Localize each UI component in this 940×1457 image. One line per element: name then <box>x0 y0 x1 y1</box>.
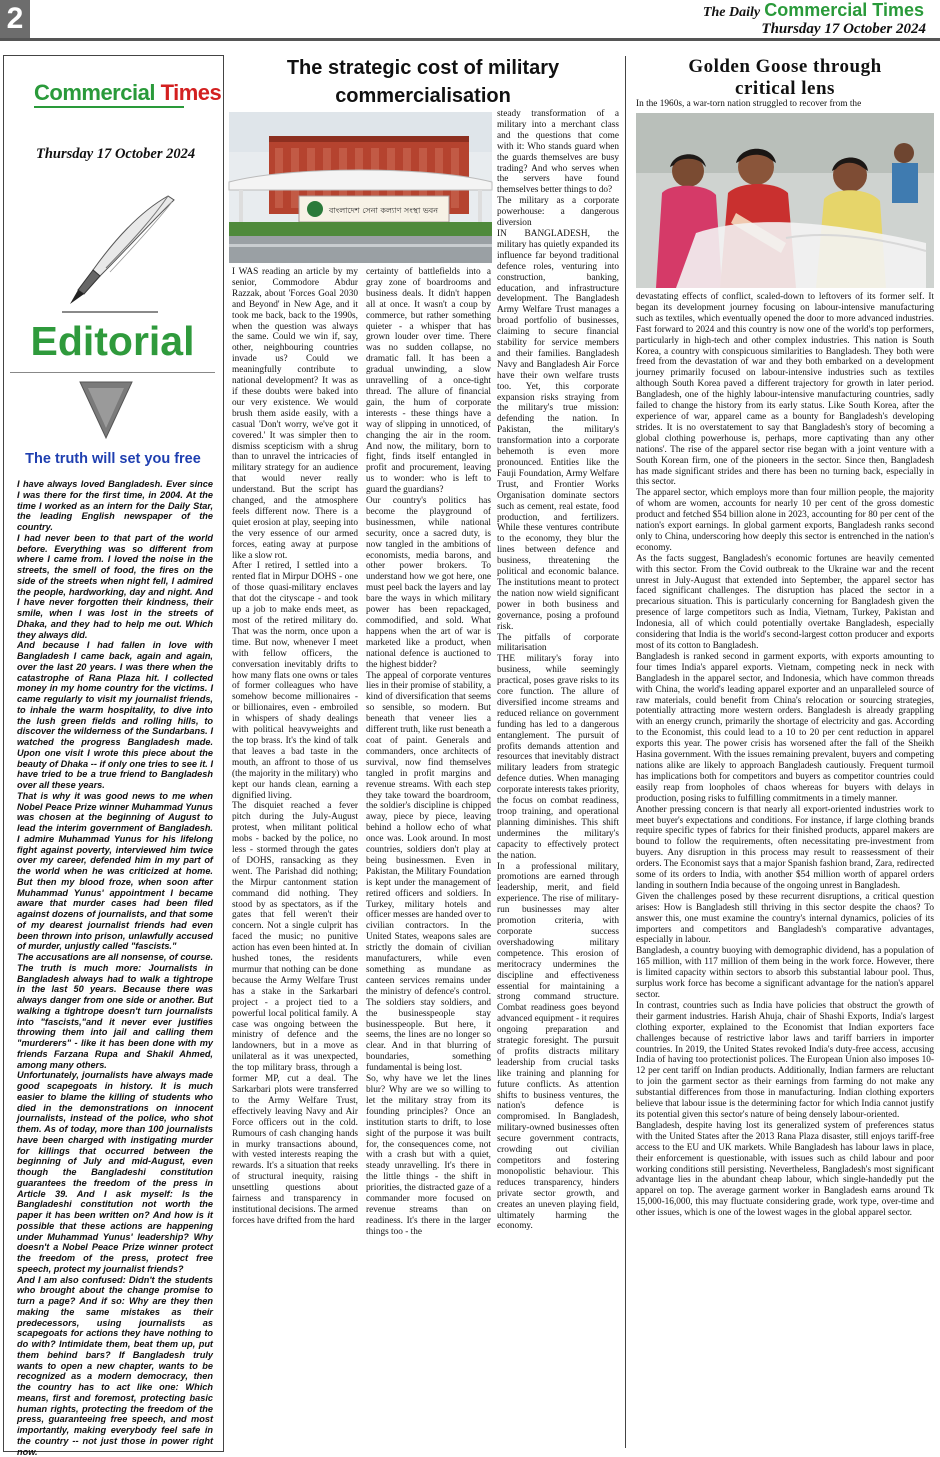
masthead-name: Commercial Times <box>764 0 924 20</box>
down-arrow-icon <box>78 380 134 442</box>
logo-commercial: Commercial <box>34 80 155 105</box>
sidebar-date: Thursday 17 October 2024 <box>36 146 196 162</box>
article2-body: devastating effects of conflict, scaled-down to leftovers of its former self. It began its development journey focusing on labour-intensive manufacturing such as textiles, which eventually opened the door to more advanced industries. Fast forward to 2024 and this country is now one of the world's top performers, particularly in high-tech and other complex industries. This nation is South Korea, a country with conspicuous similarities to Bangladesh. They both were freed from the devastation of war and they both embarked on a development journey primarily focused on labour-intensive industries such as textiles although South Korea paved a different trajectory for growth in later period. Bangladesh, one of the highly labour-intensive manufacturing countries, sadly failed to change the history from its early status. Like South Korea, after the experience of war, apparel came as a bounty for Bangladesh's developing strides. It is no overstatement to say that Bangladesh's story of becoming a global clothing powerhouse is, perhaps, more captivating than any other nations'. The rise of the apparel sector rise began with a joint venture with a South Korean firm, one of the pioneers in the sector. Since then, Bangladesh has made significant strides and there has been no turning back, especially in this sector. The apparel sector, which employs more than four million people, the majority of whom are women, accounts for nearly 10 per cent of the gross domestic product and fetched $54 billion alone in 2023, accounting for 80 per cent of the nation's export earnings. In global garment exports, Bangladesh ranks second only to China, underscoring how deeply this sector is entrenched in the nation's economy. As the facts suggest, Bangladesh's economic fortunes are heavily cemented with this sector. From the Covid outbreak to the Ukraine war and the recent unrest in July-August that extended into September, the apparel sector has faced significant challenges. The disruption has placed the sector in a precarious situation. This is particularly concerning for Bangladesh given the presence of large competitors such as India, Vietnam, Turkey, Pakistan and Indonesia, all of which could potentially overtake Bangladesh, especially considering that India is the world's second-largest cotton producer and exports most of its cotton to Bangladesh. Bangladesh is ranked second in garment exports, with exports amounting to four times India's apparel exports. Vietnam, competing neck in neck with Bangladesh in the apparel sector, and Indonesia, which have common threads with China, the world's leading apparel exporter and an unparalleled source of raw materials, could benefit from China's relocation or sourcing strategies, potentially attracting more western orders. Bangladesh is already grappling with an energy crunch, primarily the shortage of electricity and gas. According to the Economist, this could lead to a 10 to 20 per cent reduction in apparel exports this year. The power crisis has worsened after the fall of the Sheikh Hasina government. With the issues remaining prevalent, buyers and competing nations alike are likely to approach Bangladesh cautiously. Frequent turmoil has implications both for competitors and buyers as competitor countries could easily reap from loopholes of chaos whereas for buyers with delays in production, posing risks to fulfilling commitments in a timely manner. Another pressing concern is that nearly all export-oriented industries work to meet buyer's expectations and conditions. For instance, if large clothing brands require specific types of fabrics for their finished products, apparel makers are bound to follow the requirements, often necessitating pre-investment from buyers. Any disruption in this process may result to reassessment of their orders. The Economist says that a major Spanish fashion brand, Zara, redirected some of its orders to India, with another $54 million worth of apparel orders landing in southern India because of the ongoing unrest in Bangladesh. Given the challenges posed by these recurrent disruptions, a critical question arises: How is Bangladesh still thriving in this sector despite the chaos? To answer this, one must examine the country's internal dynamics, policies of its importers and competitors and Bangladesh's comparative advantages, especially in labour. Bangladesh, a country buoying with demographic dividend, has a population of 165 million, with 117 million of them being in the work force. However, there is limited capacity within sectors to absorb this substantial labour pool. Thus, surplus work force has become a significant advantage for the nation's apparel sector. In contrast, countries such as India have policies that obstruct the growth of their garment industries. Harish Ahuja, chair of Shashi Exports, India's largest clothing exporter, explained to the Economist that Indian exporters face challenges because of restrictive labor laws and tariff barriers in importer countries. In 2019, the United States revoked India's duty-free access, accusing India of having too protectionist polices. The European Union also imposes 10-12 per cent tariff on Indian products. Additionally, Indian farmers are reluctant to join the garment sector as their earnings from farming do not make any substantial differences from those in manufacturing. Indian clothing exporters believe that labour issue is the determining factor for which India cannot justify its potential given this sector's nature of being densely labour-oriented. Bangladesh, despite having lost its generalized system of preferences status with the United States after the 2013 Rana Plaza disaster, still enjoys tariff-free access to the EU and UK markets. While Bangladesh has labour laws in place, their enforcement is questionable, with issues such as child labour and poor working conditions still persisting. Nevertheless, Bangladesh's most significant advantage lies in the abundant cheap labour, which single-handedly put the apparel on top. The average garment worker in Bangladesh earns around Tk 15,000-16,000, this may fluctuate considering grade, work type, over-time and other issues, which is one of the lowest wages in the global apparel sector. <box>636 292 934 1219</box>
logo-times: Times <box>160 80 222 105</box>
section-divider <box>10 372 215 373</box>
article2-headline <box>632 56 938 100</box>
header-rule <box>0 38 940 41</box>
article1-headline-line1: The strategic cost of military <box>286 57 560 79</box>
article2-intro: In the 1960s, a war-torn nation struggled to recover from the <box>636 99 862 109</box>
masthead <box>703 0 924 21</box>
sidebar-logo-underline <box>34 106 184 108</box>
column-rule-1 <box>625 56 626 1448</box>
section-label: Editorial <box>30 318 195 364</box>
article2-headline-line1: Golden Goose through <box>688 56 882 77</box>
article2-headline-line2: critical lens <box>735 78 835 99</box>
masthead-daily: The Daily <box>702 5 761 20</box>
article1-column-3: steady transformation of a military into a merchant class and the questions that come with it: Who stands guard when the guards themselves are busy trading? And who serves when the servers have found themselves better things to do? The military as a corporate powerhouse: a dangerous diversion IN BANGLADESH, the military has quietly expanded its influence far beyond traditional defence roles, venturing into construction, banking, education, and infrastructure development. The Bangladesh Army Welfare Trust manages a broad portfolio of businesses, claiming to secure financial stability for service members and their families. Bangladesh Navy and Bangladesh Air Force have their own welfare trusts too. Yet, this corporate expansion risks straying from the military's true mission: defending the nation. In Pakistan, the military's transformation into a corporate behemoth is even more pronounced. Entities like the Fauji Foundation, Army Welfare Trust, and Frontier Works Organisation dominate sectors such as cement, real estate, food production, and fertilizers. While these ventures contribute to the economy, they blur the lines between defence and business, threatening the political and economic balance. The institutions meant to protect the nation now wield significant power in both business and governance, posing a profound risk. The pitfalls of corporate militarisation THE military's foray into business, while seemingly practical, poses grave risks to its core function. The allure of diversified income streams and reduced reliance on government funding has led to a dangerous entanglement. The pursuit of profits demands attention and resources that inevitably distract military leaders from strategic defence duties. When managing corporate interests takes priority, the focus on combat readiness, troop training, and operational planning diminishes. This shift undermines the military's capacity to effectively protect the nation. In a professional military, promotions are earned through leadership, merit, and field experience. The rise of military-run businesses may alter promotion criteria, with corporate success overshadowing military competence. This erosion of meritocracy undermines the discipline and effectiveness essential for maintaining a strong command structure. Combat readiness goes beyond advanced equipment - it requires ongoing preparation and strategic foresight. The pursuit of profits distracts military leadership from crucial tasks like training and planning for future conflicts. As attention shifts to business ventures, the nation's defence is compromised. In Bangladesh, military-owned businesses often secure government contracts, crowding out civilian competitors and fostering monopolistic behaviour. This reduces transparency, hinders private sector growth, and creates an uneven playing field, ultimately harming the economy. <box>497 109 619 1232</box>
quill-pen-icon <box>48 190 188 320</box>
sidebar-logo <box>34 80 221 106</box>
article1-column-1: I WAS reading an article by my senior, Commodore Abdur Razzak, about 'Forces Goal 2030 and Beyond' in New Age, and it took me back, back to the 1990s, when the question was always the same. Could we win if, say, other, neighbouring countries invade us? Could we meaningfully contribute to national development? It was as if these doubts were baked into our very existence. We would brush them aside easily, with a casual 'Don't worry, we've got it covered.' It was simpler then to dismiss scepticism with a shrug than to unravel the intricacies of military strategy for an audience that would never really understand. But the script has changed, and the atmosphere feels different now. There is a quiet erosion at play, seeping into the very essence of our armed forces, eating away at purpose like a slow rot. After I retired, I settled into a rented flat in Mirpur DOHS - one of those quasi-military enclaves that dot the cityscape - and took up a job to make ends meet, as most of the retired military do. That was the norm, once upon a time. But now, whenever I meet with fellow officers, the conversation inevitably drifts to how many flats one owns or tales of former colleagues who have somehow become millionaires - or billionaires, even - embroiled in whispers of shady dealings with political heavyweights and the top brass. It's the kind of talk that leaves a bad taste in the mouth, an affront to those of us (the majority in the military) who kept our hands clean, earning a dignified living. The disquiet reached a fever pitch during the July-August protest, when militant political mobs - backed by the police, no less - stormed through the gates of DOHS, ransacking as they went. The Parishad did nothing; the Mirpur cantonment station command did nothing. They stood by as spectators, as if the gates that fell weren't their concern. Not a single culprit has faced the music; no punitive action has even been hinted at. In hushed tones, the residents murmur that nothing can be done because the Army Welfare Trust has a stake in the Sarkarbari project - a project tied to a powerful local political family. A case was ongoing between the ministry of defence and the landowners, but in a move as unilateral as it was unexpected, the top military brass, through a former MP, cut a deal. The Sarkarbari plots were transferred to the Army Welfare Trust, effectively leaving Navy and Air Force officers out in the cold. Rumours of cash changing hands in murky transactions abound, with vested interests reaping the rewards. It's a situation that reeks of structural inequity, raising unsettling questions about fairness and transparency in institutional decisions. The armed forces have drifted from the hard <box>232 267 358 1226</box>
photo-sign-text: বাংলাদেশ সেনা কল্যাণ সংস্থা ভবন <box>329 206 439 215</box>
article1-headline <box>228 54 618 110</box>
page-number: 2 <box>0 0 30 38</box>
editorial-headline: The truth will set you free <box>25 451 201 467</box>
article1-headline-line2: commercialisation <box>335 85 511 107</box>
article2-photo <box>636 113 934 288</box>
article1-photo <box>229 112 492 263</box>
article1-column-2: certainty of battlefields into a gray zone of boardrooms and business deals. It didn't happen all at once. It wasn't a coup by commerce, but rather something quieter - a whisper that has grown louder over time. There was no sudden collapse, no dramatic fall. It has been a gradual unwinding, a slow unravelling of a once-tight thread. The allure of financial gain, the hum of corporate interests - these things have a way of slipping in unnoticed, of changing the air in the room. And now, the military, born to fight, finds itself entangled in profit and procurement, leaving us to wonder: who is left to guard the guardians? Our country's politics has become the playground of businessmen, while national security, once a sacred duty, is now tangled in the ambitions of economists, media barons, and other power brokers. To understand how we got here, one must peel back the layers and lay bare the ways in which military power has been repackaged, commodified, and sold. What happens when the art of war is marketed like a product, when national defence is auctioned to the highest bidder? The appeal of corporate ventures lies in their promise of stability, a kind of diversification that seems so sensible, so modern. But beneath that veneer lies a different truth, like rust beneath a coat of paint. Generals and commanders, once architects of survival, now find themselves tangled in profit margins and revenue streams. With each step they take toward the boardroom, the soldier's discipline is chipped away, piece by piece, leaving behind a hollow echo of what once was. Look around. In most countries, soldiers don't play at being businessmen. Even in Pakistan, the Military Foundation is kept under the management of retired officers and soldiers. In Turkey, military hotels and officer messes are handed over to civilian contractors. In the United States, weapons sales are strictly the domain of civilian manufacturers, while even something as mundane as canteen services remains under the ministry of defence's control. The soldiers stay soldiers, and the businesspeople stay businesspeople. But here, it seems, the lines are no longer so clear. And in that blurring of boundaries, something fundamental is being lost. So, why have we let the lines blur? Why are we so willing to let the military stray from its founding principles? Once an institution starts to drift, to lose sight of the purpose it was built for, the consequences come, not with a crash but with a quiet, steady unravelling. It's there in the little things - the shift in priorities, the distracted gaze of a commander more focused on revenue streams than on readiness. It's there in the larger things too - the <box>366 267 491 1237</box>
masthead-date: Thursday 17 October 2024 <box>761 21 926 37</box>
editorial-body: I have always loved Bangladesh. Ever since I was there for the first time, in 2004. At the time I worked as an intern for the Daily Star, the leading English newspaper of the country. I had never been to that part of the world before. Everything was so different from where I came from. I loved the noise in the streets, the smell of food, the fires on the side of the streets when night fell, I admired the people, hardworking, day and night. And I have never forgotten their kindness, their smile, when I was lost in the streets of Dhaka, and they had to help me out. Which they always did. And because I had fallen in love with Bangladesh I came back, again and again, over the last 20 years. I was there when the catastrophe of Rana Plaza hit. I collected money in my home country for the victims. I came regularly to visit my journalist friends, to inhale the warm hospitality, to dive into the lush green fields and rolling hills, to discover the wilderness of the Sundarbans. I watched the progress Bangladesh made. Upon one visit I wrote this piece about the beauty of Dhaka -- if only one tries to see it. I have tried to be a true friend to Bangladesh over all these years. That is why it was good news to me when Nobel Peace Prize winner Muhammad Yunus was chosen at the beginning of August to lead the interim government of Bangladesh. I admire Muhammad Yunus for his lifelong fight against poverty, interviewed him twice over my career, defended him in my part of the world when he was criticized at home. But then my blood froze, when soon after Muhammad Yunus' appointment I became aware that murder cases had been filed against dozens of journalists, and that some of my dearest journalist friends had even been thrown into prison, unlawfully accused of murder, unjustly called "fascists." The accusations are all nonsense, of course. The truth is much more: Journalists in Bangladesh always had to walk a tightrope in the last 50 years. Because there was always danger from one side or another. But walking a tightrope doesn't turn journalists into "fascists,"and it never ever justifies throwing them into jail and calling them "murderers" - like it has been done with my friends Farzana Rupa and Shakil Ahmed, among many others. Unfortunately, journalists have always made good scapegoats in history. It is much easier to blame the killing of students who died in the demonstrations on innocent journalists, instead of the police, who shot them. As of today, more than 100 journalists have been charged with instigating murder for killings that occurred between the beginning of July and mid-August, even though the Bangladeshi constitution guarantees the freedom of the press in Article 39. And I ask myself: Is the Bangladeshi constitution not worth the paper it has been written on? And how is it possible that these actions are happening under Muhammad Yunus' leadership? Why doesn't a Nobel Peace Prize winner protect the freedom of the press, protect free speech, protect my journalist friends? And I am also confused: Didn't the students who brought about the change promise to turn a page? And if so: Why are they then making the same mistakes as their predecessors, using journalists as scapegoats for actions they have nothing to do with? Intimidate them, beat them up, put them behind bars? If Bangladesh truly wants to open a new chapter, wants to be recognized as a modern democracy, then the country has to act like one: Which means, first and foremost, protecting basic human rights, protecting the freedom of the press, guaranteeing free speech, and most importantly, making everybody feel safe in the country -- not just those in power right now. <box>17 479 213 1457</box>
